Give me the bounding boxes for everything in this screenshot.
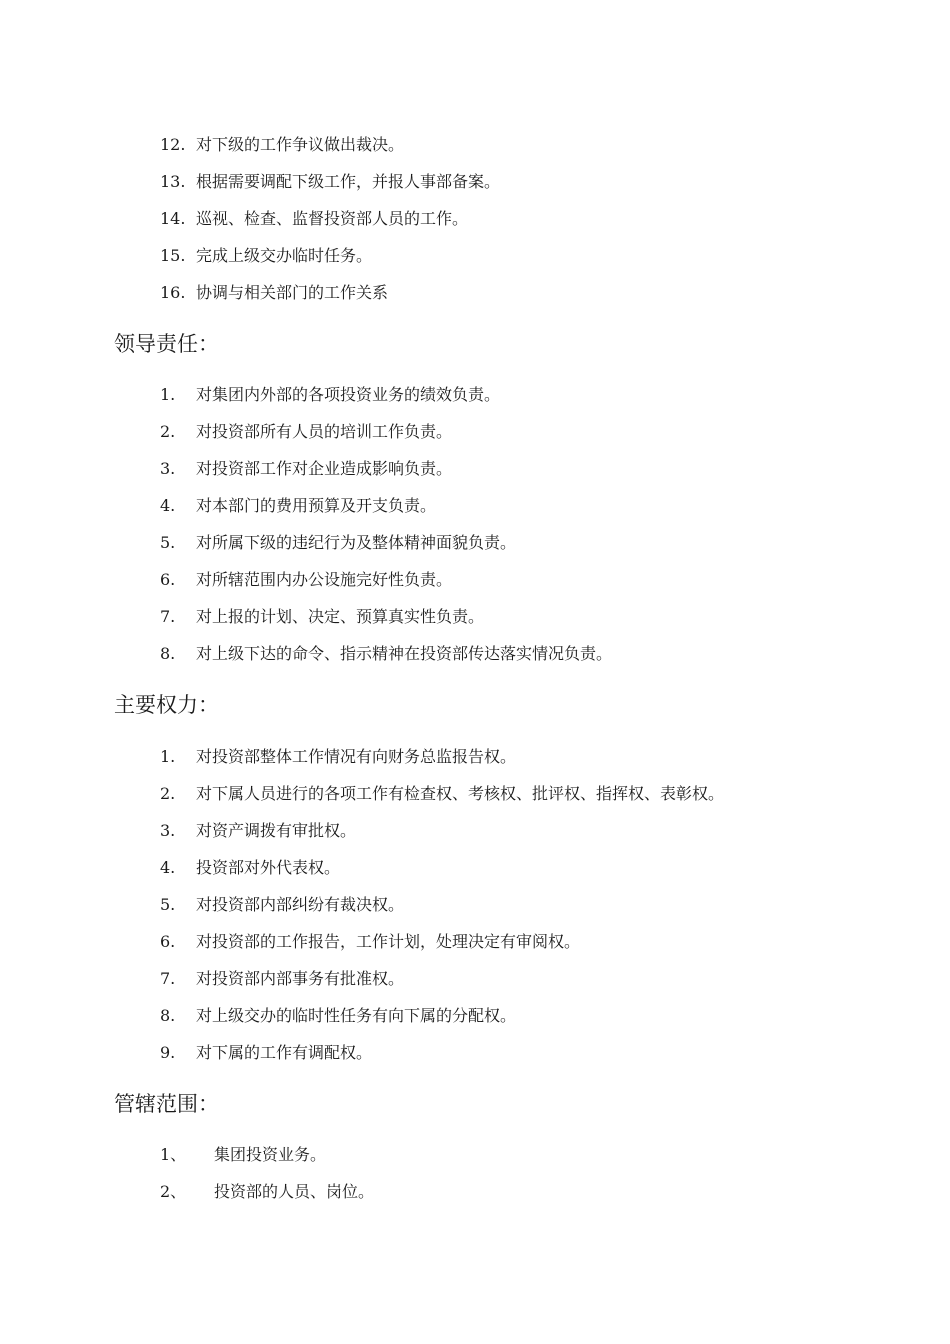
item-number: 2、 [160,1182,187,1201]
item-text: 对上级交办的临时性任务有向下属的分配权。 [196,1006,517,1025]
duties-continued-list [160,126,500,311]
item-number: 4. [160,496,176,515]
item-number: 5. [160,533,176,552]
item-text: 对所辖范围内办公设施完好性负责。 [196,570,453,589]
list-item [160,886,724,923]
list-item [160,200,500,237]
section-heading-leadership: 领导责任： [114,332,219,356]
item-text: 对上报的计划、决定、预算真实性负责。 [196,607,485,626]
item-number: 13. [160,172,186,191]
item-number: 5. [160,895,176,914]
section-heading-scope: 管辖范围： [114,1092,219,1116]
list-item [160,812,724,849]
list-item [160,126,500,163]
item-text: 巡视、检查、监督投资部人员的工作。 [196,209,469,228]
item-text: 投资部的人员、岗位。 [214,1182,375,1201]
item-text: 投资部对外代表权。 [196,858,341,877]
item-text: 对上级下达的命令、指示精神在投资部传达落实情况负责。 [196,644,613,663]
item-text: 对投资部整体工作情况有向财务总监报告权。 [196,747,517,766]
item-text: 对投资部内部事务有批准权。 [196,969,405,988]
item-number: 12. [160,135,186,154]
list-item [160,450,612,487]
item-text: 对投资部工作对企业造成影响负责。 [196,459,453,478]
item-text: 对下级的工作争议做出裁决。 [196,135,405,154]
item-text: 协调与相关部门的工作关系 [196,283,389,302]
item-number: 15. [160,246,186,265]
list-item [160,524,612,561]
item-text: 对下属人员进行的各项工作有检查权、考核权、批评权、指挥权、表彰权。 [196,784,725,803]
leadership-list [160,376,612,672]
list-item [160,237,500,274]
list-item [160,775,724,812]
list-item [160,1173,374,1210]
item-number: 1. [160,385,176,404]
item-text: 对集团内外部的各项投资业务的绩效负责。 [196,385,501,404]
item-number: 2. [160,784,176,803]
list-item [160,598,612,635]
section-heading-powers: 主要权力： [114,693,219,717]
list-item [160,738,724,775]
item-text: 对本部门的费用预算及开支负责。 [196,496,437,515]
item-number: 9. [160,1043,176,1062]
item-number: 2. [160,422,176,441]
list-item [160,274,500,311]
item-number: 8. [160,644,176,663]
item-number: 4. [160,858,176,877]
item-number: 7. [160,969,176,988]
item-text: 集团投资业务。 [214,1145,327,1164]
item-text: 对所属下级的违纪行为及整体精神面貌负责。 [196,533,517,552]
item-number: 8. [160,1006,176,1025]
item-text: 对投资部所有人员的培训工作负责。 [196,422,453,441]
list-item [160,487,612,524]
item-number: 7. [160,607,176,626]
item-text: 完成上级交办临时任务。 [196,246,373,265]
scope-list [160,1136,374,1210]
item-number: 6. [160,932,176,951]
item-number: 1、 [160,1145,187,1164]
list-item [160,1136,374,1173]
item-number: 3. [160,459,176,478]
item-text: 对下属的工作有调配权。 [196,1043,373,1062]
list-item [160,163,500,200]
list-item [160,849,724,886]
item-number: 3. [160,821,176,840]
item-number: 1. [160,747,176,766]
item-text: 对资产调拨有审批权。 [196,821,357,840]
list-item [160,635,612,672]
list-item [160,997,724,1034]
item-number: 16. [160,283,186,302]
list-item [160,376,612,413]
item-text: 根据需要调配下级工作，并报人事部备案。 [196,172,501,191]
list-item [160,413,612,450]
item-number: 6. [160,570,176,589]
item-text: 对投资部的工作报告，工作计划，处理决定有审阅权。 [196,932,581,951]
powers-list [160,738,724,1071]
list-item [160,1034,724,1071]
item-number: 14. [160,209,186,228]
list-item [160,960,724,997]
list-item [160,923,724,960]
list-item [160,561,612,598]
item-text: 对投资部内部纠纷有裁决权。 [196,895,405,914]
